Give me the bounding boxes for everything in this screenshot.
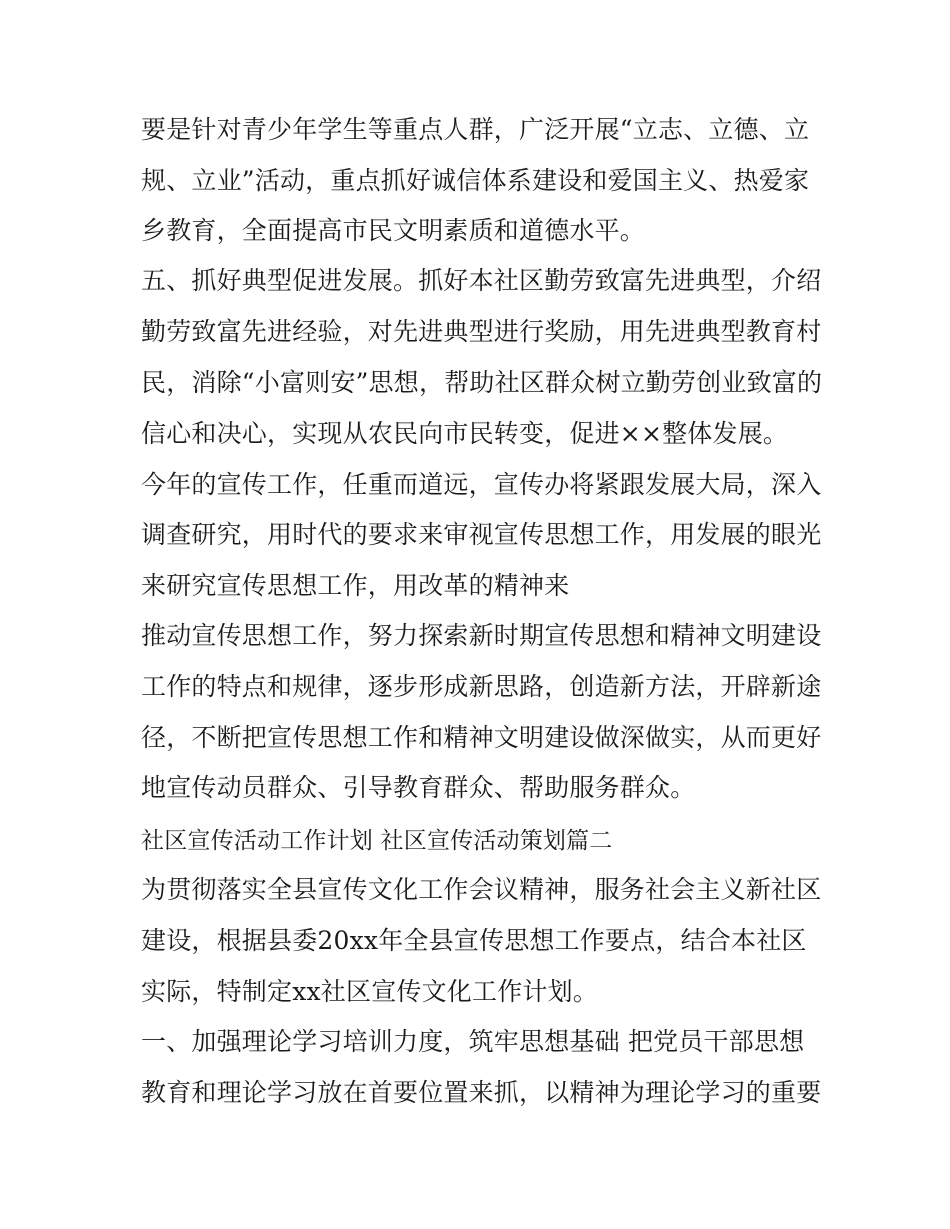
text-line-4: 五、抓好典型促进发展。抓好本社区勤劳致富先进典型，介绍 bbox=[141, 266, 822, 295]
text-line-19: 一、加强理论学习培训力度，筑牢思想基础 把党员干部思想 bbox=[141, 1027, 805, 1056]
text-line-18: 实际，特制定xx社区宣传文化工作计划。 bbox=[141, 977, 598, 1006]
text-line-11: 推动宣传思想工作，努力探索新时期宣传思想和精神文明建设 bbox=[141, 621, 822, 650]
text-line-10: 来研究宣传思想工作，用改革的精神来 bbox=[141, 571, 570, 600]
text-line-2: 规、立业”活动，重点抓好诚信体系建设和爱国主义、热爱家 bbox=[141, 166, 810, 195]
text-line-1: 要是针对青少年学生等重点人群，广泛开展“立志、立德、立 bbox=[141, 115, 810, 144]
text-line-6: 民，消除“小富则安”思想，帮助社区群众树立勤劳创业致富的 bbox=[141, 368, 823, 397]
text-line-5: 勤劳致富先进经验，对先进典型进行奖励，用先进典型教育村 bbox=[141, 317, 822, 346]
text-line-13: 径，不断把宣传思想工作和精神文明建设做深做实，从而更好 bbox=[141, 723, 822, 752]
text-line-7: 信心和决心，实现从农民向市民转变，促进××整体发展。 bbox=[141, 419, 789, 448]
section-heading: 社区宣传活动工作计划 社区宣传活动策划篇二 bbox=[141, 828, 613, 854]
text-line-9: 调查研究，用时代的要求来审视宣传思想工作，用发展的眼光 bbox=[141, 520, 822, 549]
text-line-20: 教育和理论学习放在首要位置来抓，以精神为理论学习的重要 bbox=[141, 1078, 822, 1107]
text-line-16: 为贯彻落实全县宣传文化工作会议精神，服务社会主义新社区 bbox=[141, 875, 822, 904]
text-line-3: 乡教育，全面提高市民文明素质和道德水平。 bbox=[141, 216, 646, 245]
text-line-12: 工作的特点和规律，逐步形成新思路，创造新方法，开辟新途 bbox=[141, 672, 822, 701]
text-line-8: 今年的宣传工作，任重而道远，宣传办将紧跟发展大局，深入 bbox=[141, 470, 822, 499]
text-line-17: 建设，根据县委20xx年全县宣传思想工作要点，结合本社区 bbox=[141, 926, 807, 955]
text-line-14: 地宣传动员群众、引导教育群众、帮助服务群众。 bbox=[141, 773, 696, 802]
